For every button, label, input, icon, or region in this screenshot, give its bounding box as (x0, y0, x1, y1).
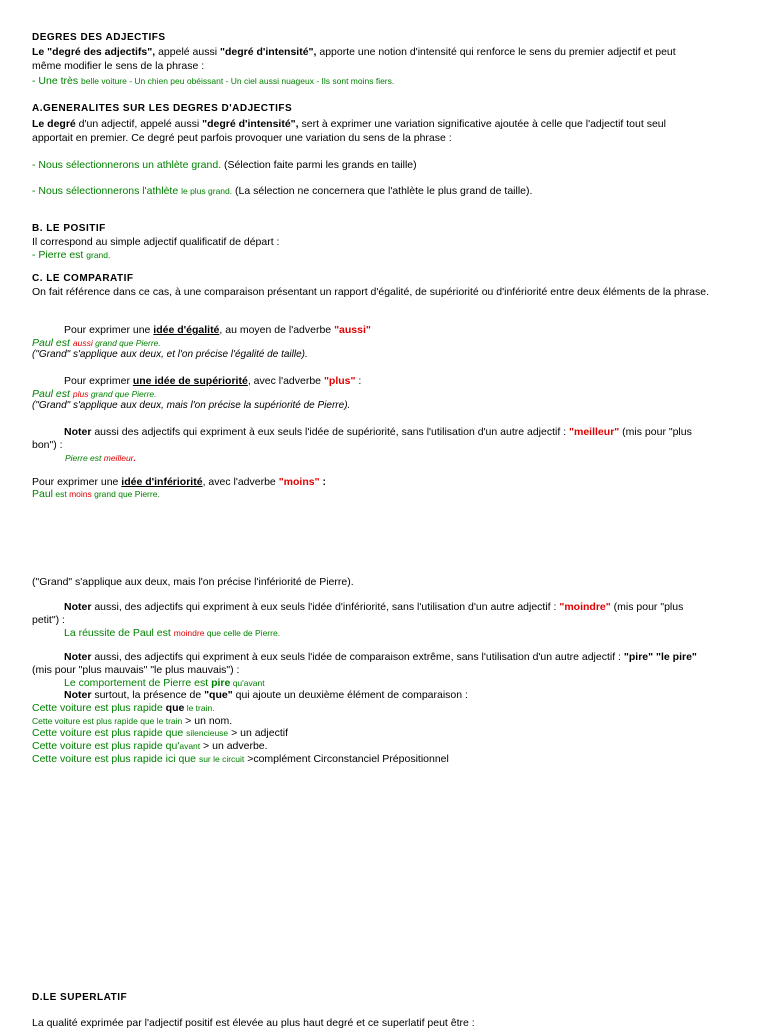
text: , avec l'adverbe (202, 476, 279, 488)
term-moindre: "moindre" (559, 601, 611, 613)
text: le train. (184, 703, 215, 713)
text: Pierre est (65, 453, 104, 463)
example-que-3 (32, 727, 734, 740)
text: sur le circuit (198, 754, 245, 764)
term-idee-superiorite: une idée de supériorité (132, 375, 248, 387)
text: - Pierre est (32, 249, 87, 261)
term-degre-intensite: "degré d'intensité", (202, 118, 299, 130)
text: pire (211, 677, 231, 689)
text: Cette voiture est plus rapide que (32, 727, 187, 739)
example-superiorite (32, 388, 734, 401)
text: - Une très (32, 75, 82, 87)
superiorite-line (64, 375, 734, 388)
text: surtout, la présence de (91, 689, 205, 701)
text: plus (72, 389, 89, 399)
text: grand que Pierre. (92, 338, 161, 348)
note-pire-line2: (mis pour "plus mauvais" "le plus mauvais") : (32, 664, 240, 676)
text: Paul est (32, 388, 73, 400)
text: Paul (32, 488, 54, 500)
note-meilleur-line1 (64, 426, 734, 439)
term-degre-adjectifs: Le "degré des adjectifs", (32, 46, 156, 58)
text: grand que Pierre. (91, 489, 160, 499)
text: grand. (86, 250, 111, 260)
note-egalite: ("Grand" s'applique aux deux, et l'on précise l'égalité de taille). (32, 349, 308, 360)
note-meilleur-line2: bon") : (32, 439, 63, 451)
note-pire-line1 (64, 651, 734, 664)
heading-degres: DEGRES DES ADJECTIFS (32, 32, 166, 43)
term-moins: "moins" (278, 476, 320, 488)
text: silencieuse (186, 728, 229, 738)
example-athlete-grand (32, 159, 734, 172)
heading-superlatif: D.LE SUPERLATIF (32, 992, 128, 1003)
paragraph-comparatif-intro: On fait référence dans ce cas, à une comparaison présentant un rapport d'égalité, de supériorité ou d'infériorité entre deux éléments de la phrase. (32, 286, 709, 298)
paragraph-generalites-line1 (32, 118, 734, 131)
text: grand que Pierre. (88, 389, 157, 399)
egalite-line (64, 324, 734, 337)
note-moindre-line2: petit") : (32, 614, 65, 626)
term-noter: Noter (64, 426, 92, 438)
inferiorite-line (32, 476, 734, 489)
text: Paul est (32, 337, 73, 349)
text: >complément Circonstanciel Prépositionnel (244, 753, 449, 765)
term-que: "que" (204, 689, 233, 701)
example-que-2 (32, 715, 734, 728)
text: . (133, 453, 136, 463)
text: (Sélection faite parmi les grands en taille) (221, 159, 417, 171)
example-que-1 (32, 702, 734, 715)
text: appelé aussi (155, 46, 220, 58)
text: Cette voiture est plus rapide (32, 702, 166, 714)
term-degre: Le degré (32, 118, 76, 130)
text: Pour exprimer (64, 375, 133, 387)
text: aussi, des adjectifs qui expriment à eux seuls l'idée d'infériorité, sans l'utilisation d'un autre adjectif : (91, 601, 560, 613)
example-degres (32, 75, 734, 88)
text: , au moyen de l'adverbe (219, 324, 335, 336)
text: moindre (173, 628, 205, 638)
example-moindre (64, 627, 734, 640)
term-idee-egalite: idée d'égalité (153, 324, 220, 336)
paragraph-superlatif: La qualité exprimée par l'adjectif positif est élevée au plus haut degré et ce superlatif peut être : (32, 1017, 475, 1029)
text: (La sélection ne concernera que l'athlète le plus grand de taille). (232, 185, 533, 197)
example-positif (32, 249, 734, 262)
example-que-5 (32, 753, 734, 766)
paragraph-generalites-line2: apportait en premier. Ce degré peut parfois provoquer une variation du sens de la phrase : (32, 132, 452, 144)
text: - Nous sélectionnerons l'athlète (32, 185, 182, 197)
text: moins (69, 489, 92, 499)
text: > un adjectif (228, 727, 288, 739)
heading-positif: B. LE POSITIF (32, 223, 106, 234)
example-pire (64, 677, 734, 690)
text: que (165, 702, 185, 714)
example-athlete-plus-grand (32, 185, 734, 198)
text: apporte une notion d'intensité qui renforce le sens du premier adjectif et peut (316, 46, 676, 58)
term-plus: "plus" (323, 375, 356, 387)
text: sert à exprimer une variation significative ajoutée à celle que l'adjectif tout seul (298, 118, 666, 130)
text: d'un adjectif, appelé aussi (75, 118, 203, 130)
text: , avec l'adverbe (247, 375, 324, 387)
text: : (355, 375, 362, 387)
term-meilleur: "meilleur" (569, 426, 620, 438)
text: (mis pour "plus (610, 601, 684, 613)
heading-comparatif: C. LE COMPARATIF (32, 273, 134, 284)
text: Le comportement de Pierre est (64, 677, 212, 689)
text: qu'avant (230, 678, 265, 688)
term-degre-intensite: "degré d'intensité", (219, 46, 317, 58)
text: le plus grand. (181, 186, 233, 196)
text: meilleur (103, 453, 134, 463)
text: Cette voiture est plus rapide qu' (32, 740, 180, 752)
term-noter: Noter (64, 651, 92, 663)
text: > un nom. (182, 715, 233, 727)
text: avant (179, 741, 201, 751)
text: Cette voiture est plus rapide ici que (32, 753, 199, 765)
text: : (319, 476, 327, 488)
text: qui ajoute un deuxième élément de comparaison : (232, 689, 468, 701)
example-egalite (32, 337, 734, 350)
example-que-4 (32, 740, 734, 753)
paragraph-degres-line2: même modifier le sens de la phrase : (32, 60, 205, 72)
term-aussi: "aussi" (334, 324, 371, 336)
example-inferiorite (32, 488, 734, 501)
paragraph-degres-line1 (32, 46, 734, 59)
heading-generalites: A.GENERALITES SUR LES DEGRES D'ADJECTIFS (32, 103, 293, 114)
term-noter: Noter (64, 689, 92, 701)
text: > un adverbe. (200, 740, 268, 752)
note-que-line (64, 689, 734, 702)
note-superiorite: ("Grand" s'applique aux deux, mais l'on précise la supériorité de Pierre). (32, 400, 351, 411)
note-inferiorite: ("Grand" s'applique aux deux, mais l'on précise l'infériorité de Pierre). (32, 576, 354, 588)
note-moindre-line1 (64, 601, 734, 614)
text: Cette voiture est plus rapide que le train (32, 716, 183, 726)
example-meilleur (65, 452, 734, 465)
text: (mis pour "plus (619, 426, 692, 438)
text: aussi, des adjectifs qui expriment à eux seuls l'idée de comparaison extrême, sans l'utilisation d'un autre adjectif : (91, 651, 624, 663)
text: belle voiture - Un chien peu obéissant - Un ciel aussi nuageux - Ils sont moins fiers. (81, 76, 395, 86)
text: aussi (72, 338, 93, 348)
text: Pour exprimer une (32, 476, 122, 488)
term-idee-inferiorite: idée d'infériorité (121, 476, 203, 488)
paragraph-positif: Il correspond au simple adjectif qualificatif de départ : (32, 236, 280, 248)
text: est (53, 489, 70, 499)
text: Pour exprimer une (64, 324, 154, 336)
term-pire: "pire" "le pire" (623, 651, 697, 663)
text: - Nous sélectionnerons un athlète grand. (32, 159, 222, 171)
text: que celle de Pierre. (204, 628, 281, 638)
text: aussi des adjectifs qui expriment à eux seuls l'idée de supériorité, sans l'utilisation d'un autre adjectif : (91, 426, 570, 438)
text: La réussite de Paul est (64, 627, 174, 639)
term-noter: Noter (64, 601, 92, 613)
